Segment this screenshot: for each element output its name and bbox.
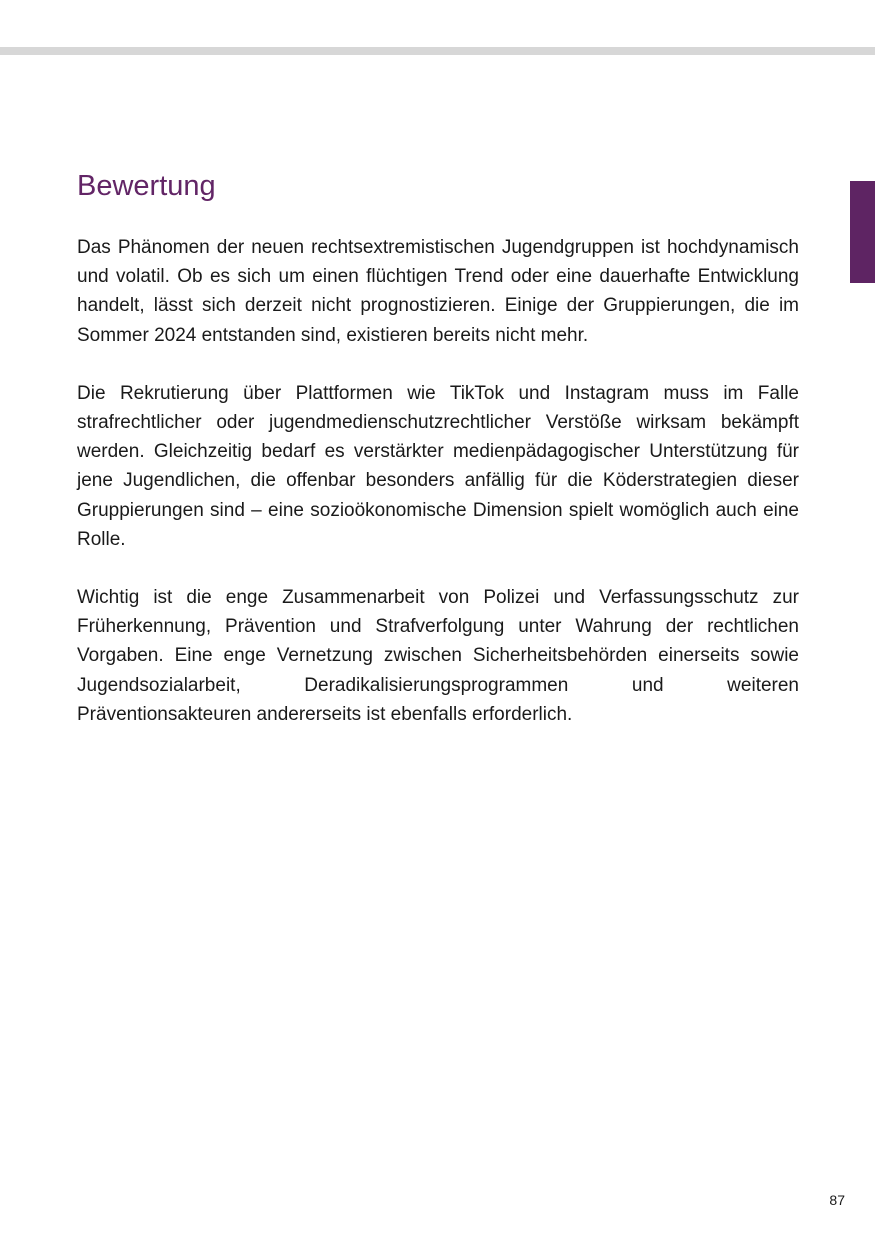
- section-heading: Bewertung: [77, 170, 216, 202]
- page-number: 87: [829, 1192, 845, 1208]
- page-content: [77, 166, 799, 729]
- chapter-tab-marker: [850, 181, 875, 283]
- paragraph-1: Das Phänomen der neuen rechtsextremistischen Jugendgruppen ist hochdynamisch und volatil. Ob es sich um einen flüchtigen Trend oder eine dauerhafte Entwicklung handelt, lässt sich derzeit nicht prognostizieren. Einige der Gruppierungen, die im Sommer 2024 entstanden sind, existieren bereits nicht mehr.: [77, 237, 799, 346]
- paragraph-3: Wichtig ist die enge Zusammenarbeit von Polizei und Verfassungsschutz zur Früherkennung, Prävention und Strafverfolgung unter Wahrung der rechtlichen Vorgaben. Eine enge Vernetzung zwischen Sicherheitsbehörden einerseits sowie Jugendsozialarbeit, Deradikalisierungsprogrammen und weiteren Präventionsakteuren andererseits ist ebenfalls erforderlich.: [77, 587, 799, 725]
- top-rule: [0, 47, 875, 55]
- paragraph-2: Die Rekrutierung über Plattformen wie TikTok und Instagram muss im Falle strafrechtlicher oder jugendmedienschutzrechtlicher Verstöße wirksam bekämpft werden. Gleichzeitig bedarf es verstärkter medienpädagogischer Unterstützung für jene Jugendlichen, die offenbar besonders anfällig für die Köderstrategien dieser Gruppierungen sind – eine sozioökonomische Dimension spielt womöglich auch eine Rolle.: [77, 382, 799, 550]
